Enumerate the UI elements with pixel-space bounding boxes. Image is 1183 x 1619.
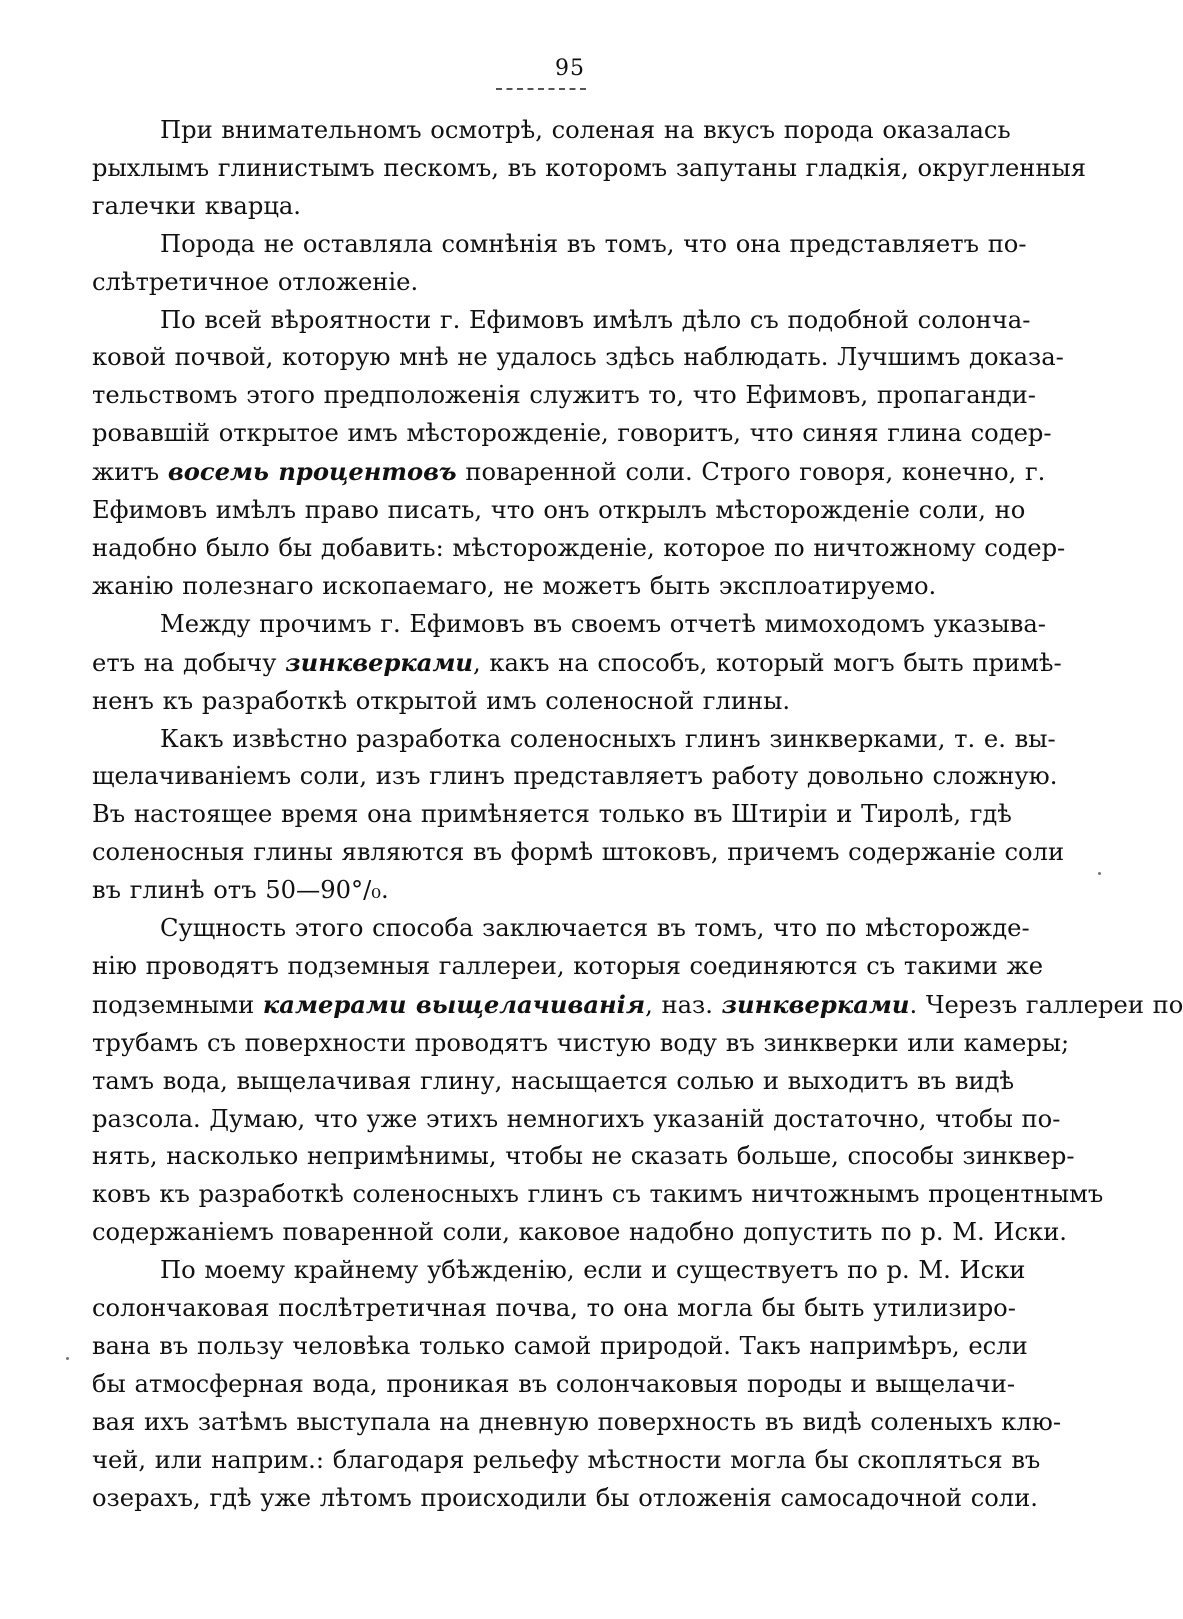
text-line: етъ на добычу зинкверками, какъ на способъ, который могъ быть примѣ- <box>92 647 1062 677</box>
page-number: 95 <box>555 56 585 81</box>
text-line: ковъ къ разработкѣ соленосныхъ глинъ съ такимъ ничтожнымъ процентнымъ <box>92 1180 1104 1209</box>
text-line: вая ихъ затѣмъ выступала на дневную поверхность въ видѣ соленыхъ клю- <box>92 1407 1062 1436</box>
paragraph <box>92 226 1027 302</box>
text-line: разсола. Думаю, что уже этихъ немногихъ указаній достаточно, чтобы по- <box>92 1104 1061 1133</box>
text-line: щелачиваніемъ соли, изъ глинъ представляетъ работу довольно сложную. <box>92 762 1058 791</box>
paragraph <box>92 302 1066 606</box>
paragraph <box>92 721 1065 911</box>
text-line: нію проводятъ подземныя галлереи, которыя соединяются съ такими же <box>92 951 1044 980</box>
text-line: ненъ къ разработкѣ открытой имъ соленосной глины. <box>92 686 791 715</box>
scan-speck <box>1098 872 1101 875</box>
text-line: Сущность этого способа заключается въ томъ, что по мѣсторожде- <box>160 914 1030 943</box>
text-line: Между прочимъ г. Ефимовъ въ своемъ отчетѣ мимоходомъ указыва- <box>160 609 1046 638</box>
text-line: Какъ извѣстно разработка соленосныхъ глинъ зинкверками, т. е. вы- <box>160 724 1056 753</box>
text-line: озерахъ, гдѣ уже лѣтомъ происходили бы отложенія самосадочной соли. <box>92 1483 1038 1512</box>
text-line: По всей вѣроятности г. Ефимовъ имѣлъ дѣло съ подобной солонча- <box>160 305 1031 334</box>
text-line: трубамъ съ поверхности проводятъ чистую воду въ зинкверки или камеры; <box>92 1028 1070 1057</box>
italic-term: восемь процентовъ <box>167 457 457 487</box>
text-line: нять, насколько непримѣнимы, чтобы не сказать больше, способы зинквер- <box>92 1142 1075 1171</box>
text-line: Въ настоящее время она примѣняется только въ Штиріи и Тиролѣ, гдѣ <box>92 800 1012 829</box>
text-line: чей, или наприм.: благодаря рельефу мѣстности могла бы скопляться въ <box>92 1445 1041 1474</box>
text-line: бы атмосферная вода, проникая въ солончаковыя породы и выщелачи- <box>92 1369 1016 1398</box>
text-line: солончаковая послѣтретичная почва, то она могла бы быть утилизиро- <box>92 1294 1016 1323</box>
text-line: житъ восемь процентовъ поваренной соли. Строго говоря, конечно, г. <box>92 457 1046 487</box>
text-line: въ глинѣ отъ 50—90°/₀. <box>92 876 389 905</box>
text-line: Ефимовъ имѣлъ право писать, что онъ открылъ мѣсторожденіе соли, но <box>92 496 1026 525</box>
text-line: слѣтретичное отложеніе. <box>92 267 419 296</box>
paragraph <box>92 112 1087 226</box>
paragraph <box>92 1252 1062 1517</box>
paragraph <box>92 910 1183 1252</box>
page-number-rule <box>496 88 586 90</box>
text-line: По моему крайнему убѣжденію, если и существуетъ по р. М. Иски <box>160 1256 1026 1285</box>
italic-term: камерами выщелачиванія <box>262 989 646 1019</box>
text-line: тамъ вода, выщелачивая глину, насыщается солью и выходитъ въ видѣ <box>92 1066 1015 1095</box>
text-line: надобно было бы добавить: мѣсторожденіе, которое по ничтожному содер- <box>92 533 1066 562</box>
paragraph <box>92 606 1062 721</box>
scan-speck <box>66 1357 69 1360</box>
text-line: жанію полезнаго ископаемаго, не можетъ быть эксплоатируемо. <box>92 571 937 600</box>
text-line: тельствомъ этого предположенія служитъ то, что Ефимовъ, пропаганди- <box>92 381 1036 410</box>
text-line: вана въ пользу человѣка только самой природой. Такъ напримѣръ, если <box>92 1332 1028 1360</box>
text-line: Порода не оставляла сомнѣнія въ томъ, что она представляетъ по- <box>160 229 1027 258</box>
italic-term: зинкверками <box>285 647 474 677</box>
text-line: ровавшій открытое имъ мѣсторожденіе, говоритъ, что синяя глина содер- <box>92 419 1052 448</box>
text-line: ковой почвой, которую мнѣ не удалось здѣсь наблюдать. Лучшимъ доказа- <box>92 343 1064 372</box>
text-line: галечки кварца. <box>92 191 301 220</box>
italic-term: зинкверками <box>721 989 910 1019</box>
text-line: подземными камерами выщелачиванія, наз. зинкверками. Черезъ галлереи по <box>92 989 1183 1019</box>
body-text <box>92 112 1183 1518</box>
text-line: содержаніемъ поваренной соли, каковое надобно допустить по р. М. Иски. <box>92 1218 1068 1247</box>
text-line: рыхлымъ глинистымъ пескомъ, въ которомъ запутаны гладкія, округленныя <box>92 153 1087 182</box>
text-line: При внимательномъ осмотрѣ, соленая на вкусъ порода оказалась <box>160 116 1011 144</box>
text-line: соленосныя глины являются въ формѣ штоковъ, причемъ содержаніе соли <box>92 838 1065 867</box>
